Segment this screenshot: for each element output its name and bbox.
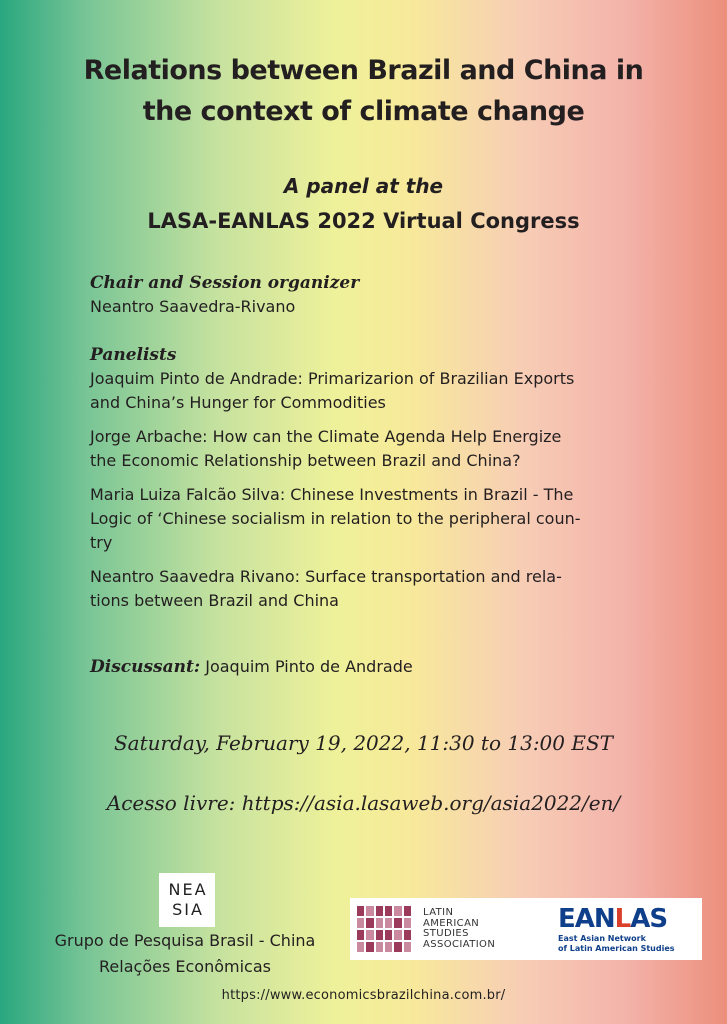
lasa-logo-line: STUDIES [423,928,469,939]
panelist-item [90,565,650,613]
spacer [90,415,650,425]
lasa-logo-line: ASSOCIATION [423,938,496,950]
access-link[interactable]: Acesso livre: https://asia.lasaweb.org/asia2022/en/ [106,791,621,815]
website-link[interactable]: https://www.economicsbrazilchina.com.br/ [221,988,506,1003]
panelist-line: Logic of ‘Chinese socialism in relation to the peripheral coun- [90,509,581,528]
panelist-line: Joaquim Pinto de Andrade: Primarizarion of Brazilian Exports [90,369,575,388]
title-line-2: the context of climate change [142,96,585,127]
panelist-line: try [90,533,113,552]
lasa-logo-line: LATIN [423,907,454,918]
spacer [90,473,650,483]
panelists-heading: Panelists [90,345,177,365]
lasa-logo-text [423,908,543,950]
panelist-line: tions between Brazil and China [90,591,339,610]
panelist-line: and China’s Hunger for Commodities [90,393,386,412]
spacer [90,319,650,343]
subtitle-congress: LASA-EANLAS 2022 Virtual Congress [147,209,580,233]
panelist-line: the Economic Relationship between Brazil and China? [90,451,521,470]
subtitle-panel: A panel at the [283,174,444,198]
discussant-label: Discussant: [90,657,201,677]
neasia-logo [159,873,215,927]
research-group-line-1: Grupo de Pesquisa Brasil - China [54,931,316,950]
lasa-logo-line: AMERICAN [423,917,480,929]
lasa-grid-icon [357,906,411,952]
neasia-logo-row-1: NEA [168,880,208,899]
discussant-name: Joaquim Pinto de Andrade [200,657,413,676]
research-group-line-2: Relações Econômicas [99,957,271,976]
panelist-line: Neantro Saavedra Rivano: Surface transportation and rela- [90,567,562,586]
discussant [90,655,650,679]
partner-logos [350,898,702,960]
event-date: Saturday, February 19, 2022, 11:30 to 13:00 EST [113,731,614,755]
program-content [90,271,650,679]
title-line-1: Relations between Brazil and China in [83,55,644,86]
neasia-logo-row-2: SIA [172,900,204,919]
spacer [90,555,650,565]
panelist-item [90,425,650,473]
panelist-line: Maria Luiza Falcão Silva: Chinese Investments in Brazil - The [90,485,574,504]
eanlas-subtitle: East Asian Network of Latin American Studies [558,934,675,953]
research-group [30,928,340,980]
panelist-item [90,367,650,415]
panelist-item [90,483,650,555]
page-title [0,50,727,132]
chair-name: Neantro Saavedra-Rivano [90,297,296,316]
eanlas-wordmark: EANLAS [558,904,668,934]
eanlas-logo [558,904,698,954]
panelist-line: Jorge Arbache: How can the Climate Agenda Help Energize [90,427,562,446]
chair-heading: Chair and Session organizer [90,273,360,293]
